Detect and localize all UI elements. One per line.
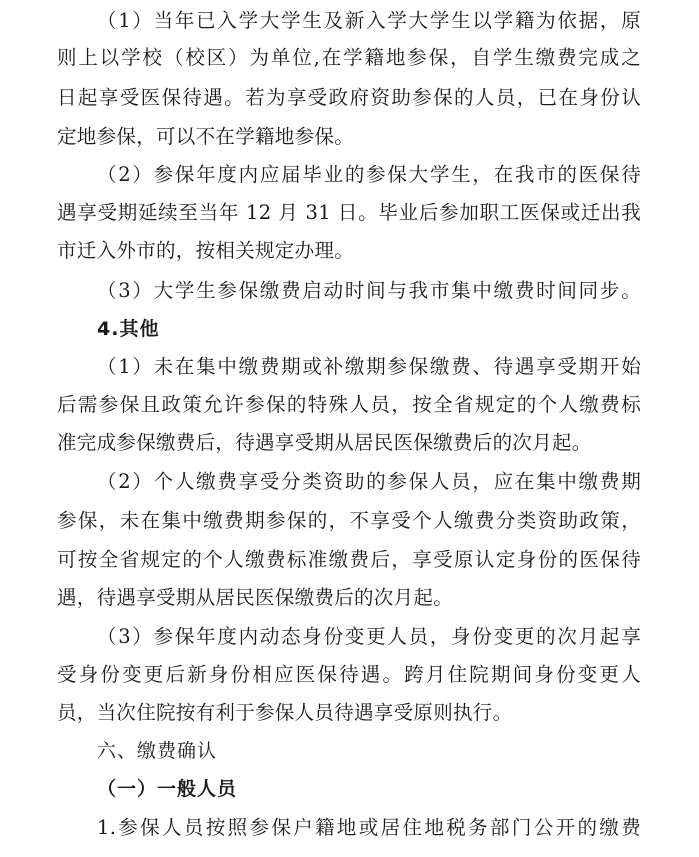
paragraph-line: 市迁入外市的，按相关规定办理。: [57, 239, 355, 262]
paragraph-line: 可按全省规定的个人缴费标准缴费后，享受原认定身份的医保待: [57, 548, 641, 571]
paragraph-line: 参保，未在集中缴费期参保的，不享受个人缴费分类资助政策，: [57, 509, 641, 532]
paragraph-line: 受身份变更后新身份相应医保待遇。跨月住院期间身份变更人: [57, 663, 641, 686]
paragraph-line: （3）参保年度内动态身份变更人员，身份变更的次月起享: [97, 625, 641, 648]
sub-heading-general-personnel: （一）一般人员: [97, 778, 238, 800]
paragraph-line: （1）未在集中缴费期或补缴期参保缴费、待遇享受期开始: [97, 355, 641, 378]
paragraph-line: 1.参保人员按照参保户籍地或居住地税务部门公开的缴费: [97, 816, 641, 839]
paragraph-line: 则上以学校（校区）为单位,在学籍地参保，自学生缴费完成之: [57, 46, 641, 69]
paragraph-line: 员，当次住院按有利于参保人员待遇享受原则执行。: [57, 701, 513, 724]
paragraph-line: （3）大学生参保缴费启动时间与我市集中缴费时间同步。: [97, 279, 641, 302]
paragraph-line: （1）当年已入学大学生及新入学大学生以学籍为依据，原: [97, 9, 641, 32]
paragraph-line: 准完成参保缴费后，待遇享受期从居民医保缴费后的次月起。: [57, 431, 592, 454]
paragraph-line: 遇享受期延续至当年 12 月 31 日。毕业后参加职工医保或迁出我: [57, 201, 641, 224]
paragraph-line: 定地参保，可以不在学籍地参保。: [57, 125, 355, 148]
section-heading-payment-confirmation: 六、缴费确认: [97, 740, 218, 762]
paragraph-line: 后需参保且政策允许参保的特殊人员，按全省规定的个人缴费标: [57, 393, 641, 416]
paragraph-line: （2）个人缴费享受分类资助的参保人员，应在集中缴费期: [97, 470, 641, 493]
paragraph-line: （2）参保年度内应届毕业的参保大学生，在我市的医保待: [97, 163, 641, 186]
paragraph-line: 遇，待遇享受期从居民医保缴费后的次月起。: [57, 586, 454, 609]
section-heading-other: 4.其他: [97, 318, 160, 340]
paragraph-line: 日起享受医保待遇。若为享受政府资助参保的人员，已在身份认: [57, 86, 641, 109]
